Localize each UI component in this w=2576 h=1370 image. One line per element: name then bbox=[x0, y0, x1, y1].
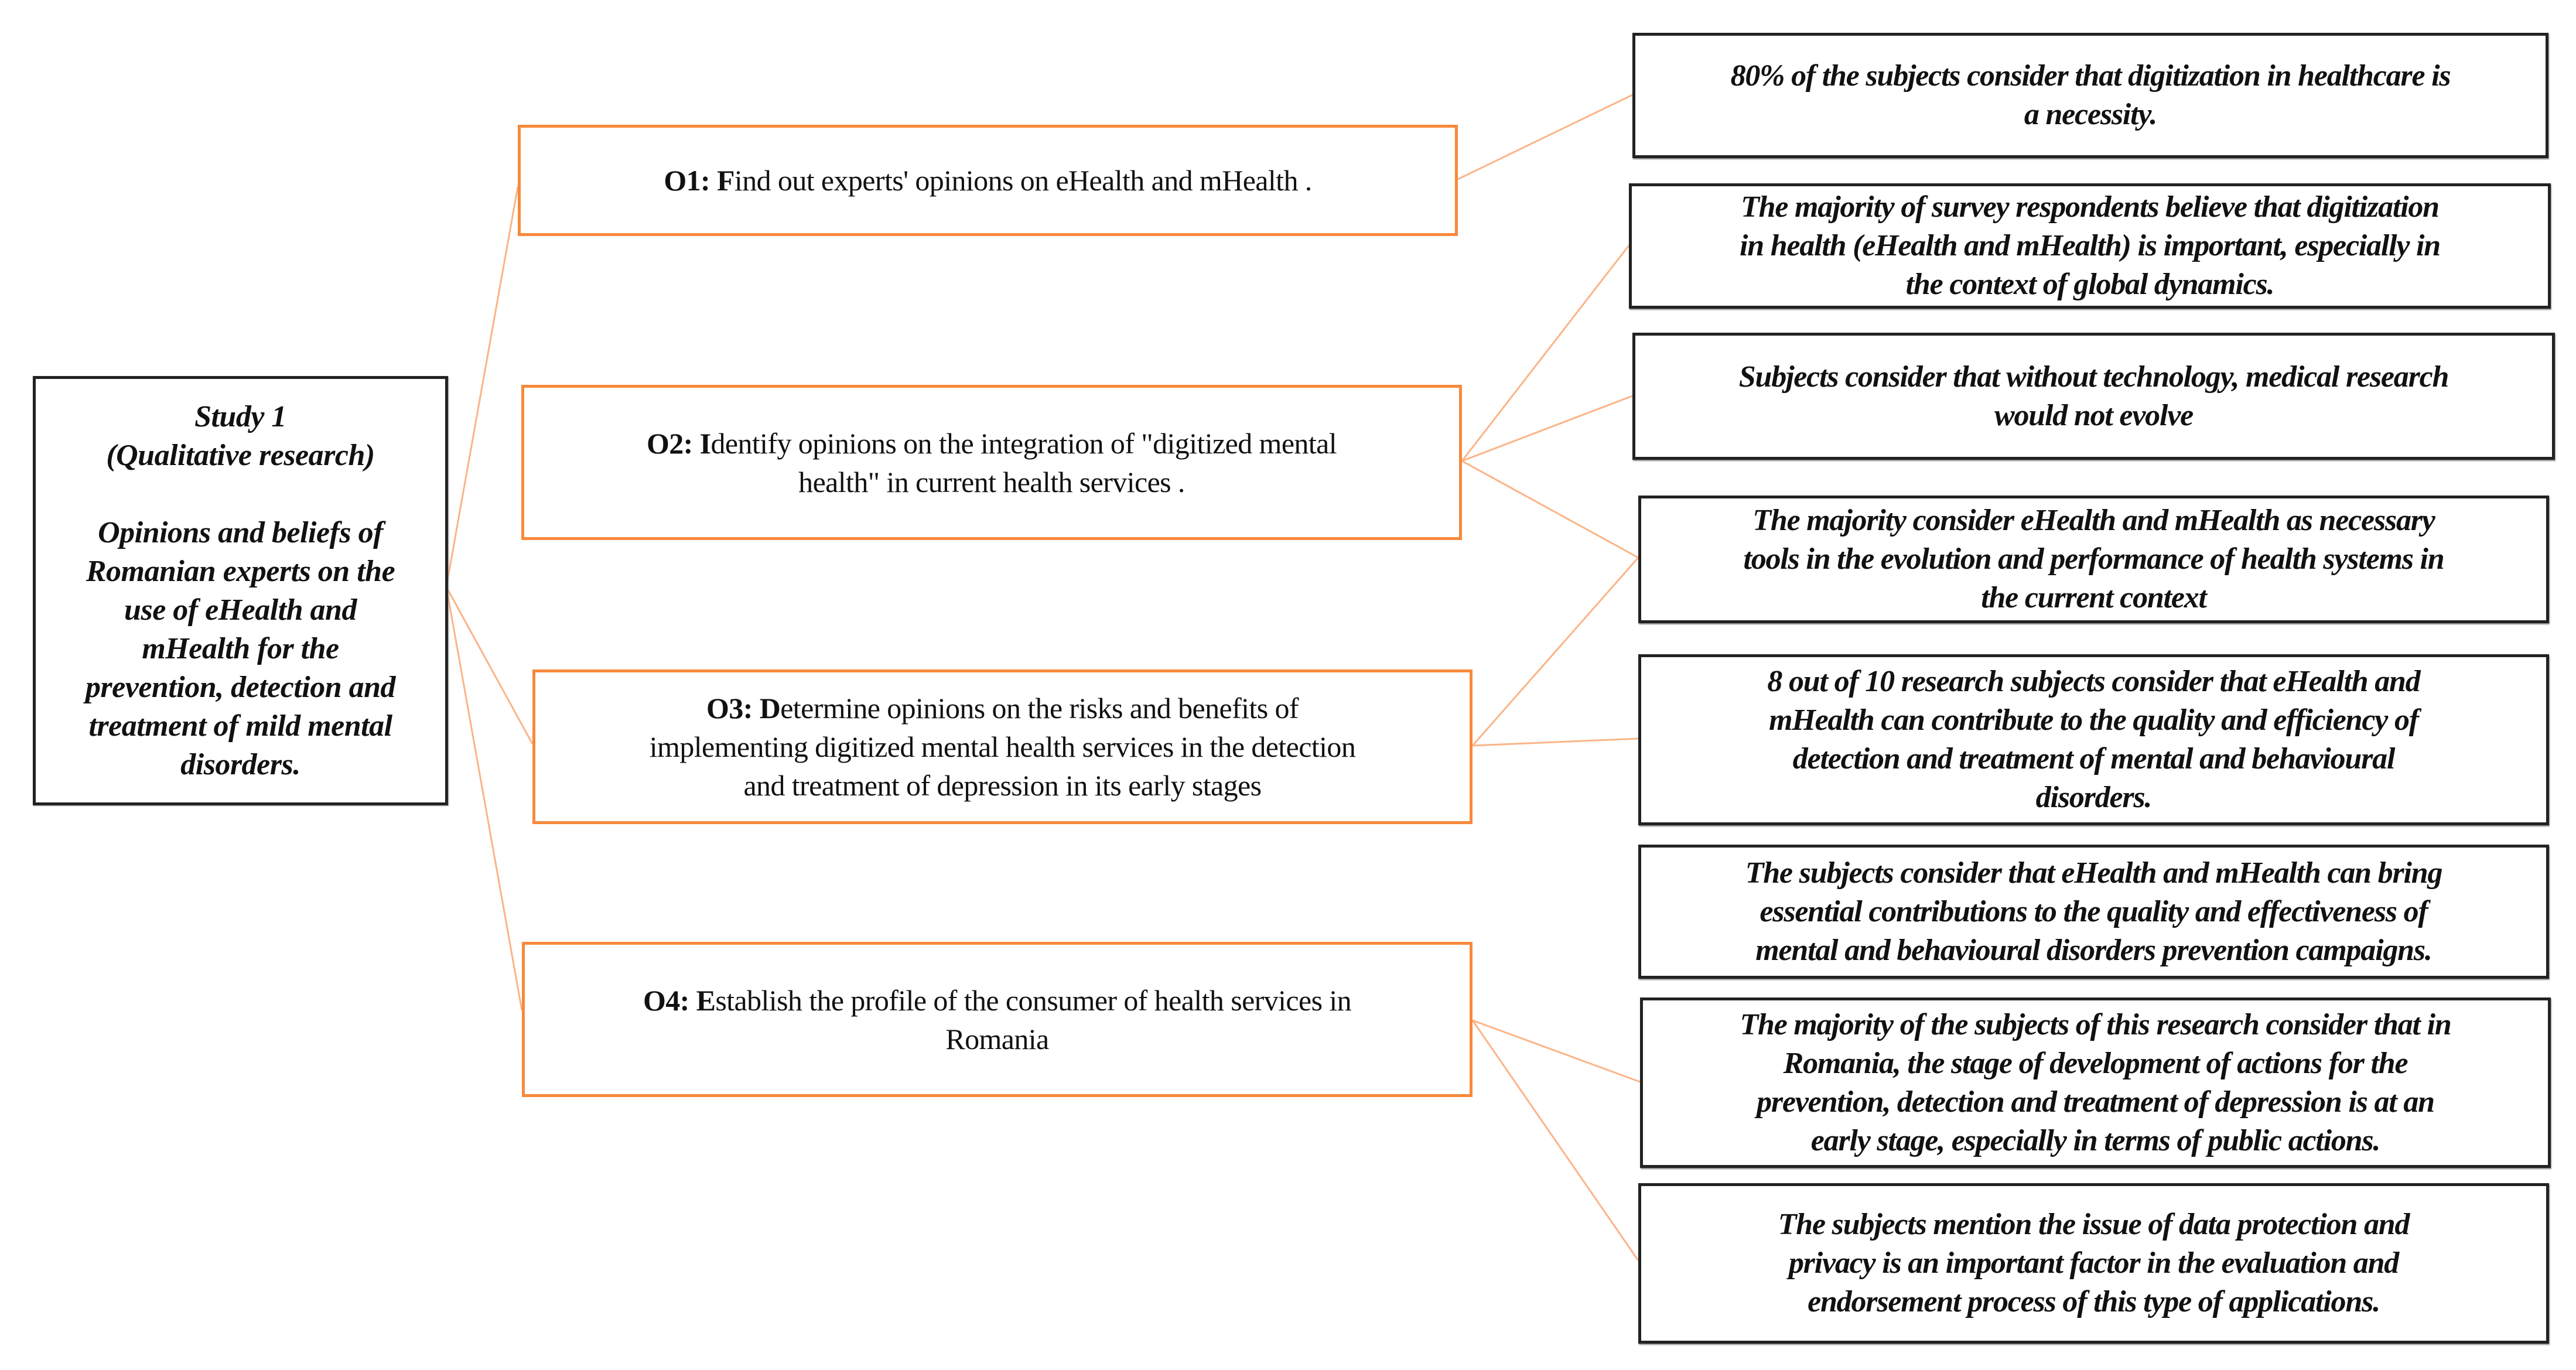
connector-o1-r1 bbox=[1458, 95, 1632, 179]
objective-line: dentify opinions on the integration of "digitized mental bbox=[710, 426, 1337, 460]
finding-line: the context of global dynamics. bbox=[1905, 268, 2274, 301]
objective-text bbox=[664, 161, 1311, 200]
finding-box-r7 bbox=[1640, 997, 2551, 1168]
objective-label: O3: bbox=[706, 692, 760, 725]
finding-line: The subjects consider that eHealth and mHealth can bring bbox=[1745, 856, 2442, 890]
finding-box-r3 bbox=[1632, 333, 2555, 460]
finding-line: disorders. bbox=[2035, 781, 2152, 814]
connector-o3-r4 bbox=[1473, 558, 1638, 746]
finding-line: Subjects consider that without technology, medical research bbox=[1738, 360, 2449, 394]
objective-line: implementing digitized mental health services in the detection bbox=[649, 730, 1356, 763]
objective-box-o1 bbox=[518, 125, 1458, 236]
objective-text bbox=[706, 689, 1299, 727]
study-description-line: Romanian experts on the bbox=[86, 554, 395, 588]
connector-root-o4 bbox=[446, 587, 522, 1010]
objective-initial: D bbox=[759, 692, 781, 725]
connector-o2-r3 bbox=[1462, 396, 1632, 461]
finding-line: Romania, the stage of development of actions for the bbox=[1783, 1046, 2408, 1080]
objective-line: stablish the profile of the consumer of health services in bbox=[715, 983, 1352, 1017]
study-title: Study 1 bbox=[194, 399, 286, 433]
finding-line: early stage, especially in terms of public actions. bbox=[1810, 1123, 2380, 1157]
objective-box-o4 bbox=[522, 942, 1473, 1097]
objective-initial: F bbox=[716, 164, 734, 197]
finding-line: mHealth can contribute to the quality and efficiency of bbox=[1769, 703, 2418, 737]
finding-line: essential contributions to the quality and effectiveness of bbox=[1760, 894, 2428, 928]
finding-line: a necessity. bbox=[2024, 98, 2157, 131]
objective-line: Romania bbox=[945, 1022, 1049, 1055]
objective-box-o2 bbox=[521, 385, 1462, 540]
finding-line: 8 out of 10 research subjects consider that eHealth and bbox=[1767, 665, 2420, 698]
objective-text bbox=[643, 981, 1351, 1020]
finding-box-r6 bbox=[1638, 845, 2549, 979]
finding-line: privacy is an important factor in the evaluation and bbox=[1788, 1246, 2399, 1280]
finding-box-r5 bbox=[1638, 654, 2549, 825]
finding-line: tools in the evolution and performance of health systems in bbox=[1743, 542, 2444, 576]
objective-text bbox=[647, 424, 1337, 463]
study-type: (Qualitative research) bbox=[106, 438, 375, 472]
study-description-line: treatment of mild mental bbox=[88, 709, 392, 743]
finding-line: The majority of survey respondents believe that digitization bbox=[1741, 190, 2439, 224]
connector-o2-r2 bbox=[1462, 245, 1629, 461]
connector-o3-r5 bbox=[1473, 739, 1638, 746]
objective-label: O2: bbox=[646, 426, 700, 460]
study-box bbox=[33, 376, 448, 805]
objective-box-o3 bbox=[532, 669, 1473, 824]
objective-line: and treatment of depression in its early stages bbox=[743, 769, 1262, 802]
study-description-line: disorders. bbox=[180, 747, 300, 781]
study-description-line: Opinions and beliefs of bbox=[98, 515, 383, 549]
objective-label: O4: bbox=[643, 983, 696, 1017]
finding-box-r4 bbox=[1638, 496, 2549, 623]
connector-o4-r7 bbox=[1473, 1020, 1640, 1082]
connector-o2-r4 bbox=[1462, 461, 1638, 558]
finding-line: in health (eHealth and mHealth) is important, especially in bbox=[1739, 229, 2441, 262]
finding-box-r8 bbox=[1638, 1183, 2549, 1344]
finding-box-r1 bbox=[1632, 33, 2548, 158]
objective-initial: I bbox=[699, 426, 711, 460]
finding-line: The subjects mention the issue of data protection and bbox=[1778, 1208, 2410, 1241]
study-description-line: prevention, detection and bbox=[85, 670, 396, 704]
finding-line: mental and behavioural disorders prevention campaigns. bbox=[1755, 933, 2432, 967]
objective-line: etermine opinions on the risks and benefits of bbox=[780, 692, 1299, 725]
finding-box-r2 bbox=[1629, 183, 2551, 309]
finding-line: prevention, detection and treatment of depression is at an bbox=[1757, 1085, 2434, 1119]
objective-line: ind out experts' opinions on eHealth and mHealth . bbox=[734, 164, 1312, 197]
finding-line: the current context bbox=[1981, 581, 2206, 614]
objective-initial: E bbox=[696, 983, 716, 1017]
finding-line: would not evolve bbox=[1994, 398, 2193, 432]
finding-line: endorsement process of this type of applications. bbox=[1808, 1285, 2380, 1318]
finding-line: 80% of the subjects consider that digitization in healthcare is bbox=[1730, 59, 2451, 93]
objective-line: health" in current health services . bbox=[798, 465, 1185, 498]
connector-o4-r8 bbox=[1473, 1020, 1638, 1260]
finding-line: The majority of the subjects of this research consider that in bbox=[1740, 1007, 2451, 1041]
connector-root-o1 bbox=[446, 187, 518, 587]
finding-line: The majority consider eHealth and mHealth as necessary bbox=[1752, 504, 2435, 537]
finding-line: detection and treatment of mental and behavioural bbox=[1792, 742, 2395, 775]
connector-root-o3 bbox=[446, 587, 532, 744]
objective-label: O1: bbox=[664, 164, 717, 197]
study-description-line: use of eHealth and bbox=[124, 593, 357, 627]
study-description-line: mHealth for the bbox=[142, 631, 339, 665]
